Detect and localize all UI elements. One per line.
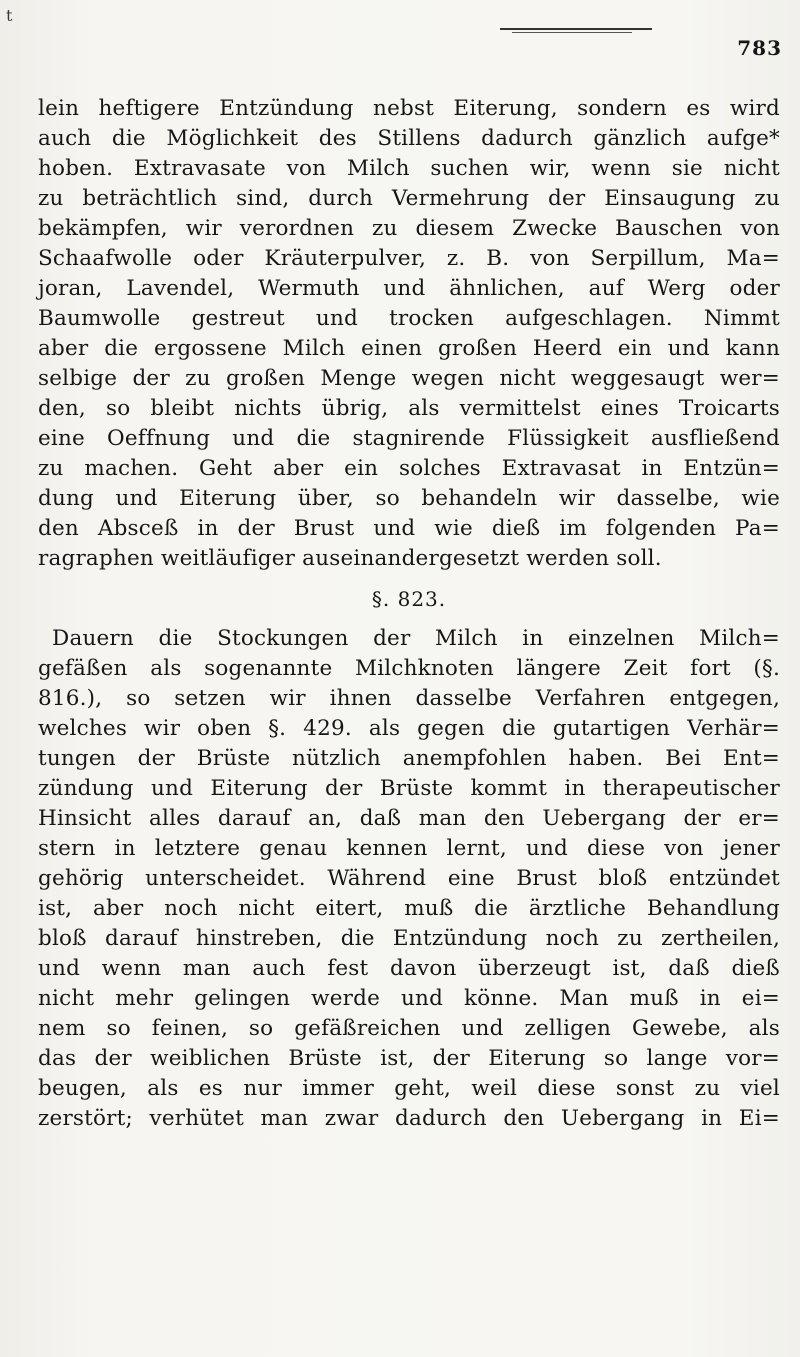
text-line: tungen der Brüste nützlich anempfohlen haben. Bei Ent= (38, 746, 780, 771)
text-line: Baumwolle gestreut und trocken aufgeschlagen. Nimmt (38, 306, 780, 331)
text-line: dung und Eiterung über, so behandeln wir dasselbe, wie (38, 486, 780, 511)
text-line: Schaafwolle oder Kräuterpulver, z. B. von Serpillum, Ma= (38, 246, 780, 271)
text-line: das der weiblichen Brüste ist, der Eiterung so lange vor= (38, 1046, 780, 1071)
text-line: bekämpfen, wir verordnen zu diesem Zwecke Bauschen von (38, 216, 780, 241)
text-line: auch die Möglichkeit des Stillens dadurch gänzlich aufge* (38, 126, 780, 151)
corner-mark: t (6, 6, 13, 25)
text-line: zu beträchtlich sind, durch Vermehrung der Einsaugung zu (38, 186, 780, 211)
text-line: zerstört; verhütet man zwar dadurch den Uebergang in Ei= (38, 1106, 780, 1131)
text-line: den Absceß in der Brust und wie dieß im folgenden Pa= (38, 516, 780, 541)
page-number: 783 (737, 36, 782, 60)
text-line: eine Oeffnung und die stagnirende Flüssigkeit ausfließend (38, 426, 780, 451)
header-rule (500, 28, 652, 30)
text-line: Hinsicht alles darauf an, daß man den Uebergang der er= (38, 806, 780, 831)
text-line: selbige der zu großen Menge wegen nicht weggesaugt wer= (38, 366, 780, 391)
text-line: gefäßen als sogenannte Milchknoten längere Zeit fort (§. (38, 656, 780, 681)
text-line: gehörig unterscheidet. Während eine Brust bloß entzündet (38, 866, 780, 891)
text-line: lein heftigere Entzündung nebst Eiterung, sondern es wird (38, 96, 780, 121)
paragraph-2 (38, 624, 780, 1134)
body-text (38, 94, 780, 1134)
text-line: zündung und Eiterung der Brüste kommt in therapeutischer (38, 776, 780, 801)
text-line: ist, aber noch nicht eitert, muß die ärztliche Behandlung (38, 896, 780, 921)
text-line: bloß darauf hinstreben, die Entzündung noch zu zertheilen, (38, 926, 780, 951)
text-line: hoben. Extravasate von Milch suchen wir, wenn sie nicht (38, 156, 780, 181)
text-line: und wenn man auch fest davon überzeugt ist, daß dieß (38, 956, 780, 981)
text-line: zu machen. Geht aber ein solches Extravasat in Entzün= (38, 456, 780, 481)
text-line: nicht mehr gelingen werde und könne. Man muß in ei= (38, 986, 780, 1011)
text-line: Dauern die Stockungen der Milch in einzelnen Milch= (52, 626, 780, 651)
text-line: den, so bleibt nichts übrig, als vermittelst eines Troicarts (38, 396, 780, 421)
paragraph-1 (38, 94, 780, 574)
text-line: 816.), so setzen wir ihnen dasselbe Verfahren entgegen, (38, 686, 780, 711)
text-line: welches wir oben §. 429. als gegen die gutartigen Verhär= (38, 716, 780, 741)
text-line: ragraphen weitläufiger auseinandergesetzt werden soll. (38, 546, 662, 571)
text-line: aber die ergossene Milch einen großen Heerd ein und kann (38, 336, 780, 361)
section-heading: §. 823. (371, 587, 447, 611)
text-line: beugen, als es nur immer geht, weil diese sonst zu viel (38, 1076, 780, 1101)
text-line: joran, Lavendel, Wermuth und ähnlichen, auf Werg oder (38, 276, 780, 301)
text-line: stern in letztere genau kennen lernt, und diese von jener (38, 836, 780, 861)
text-line: nem so feinen, so gefäßreichen und zelligen Gewebe, als (38, 1016, 780, 1041)
